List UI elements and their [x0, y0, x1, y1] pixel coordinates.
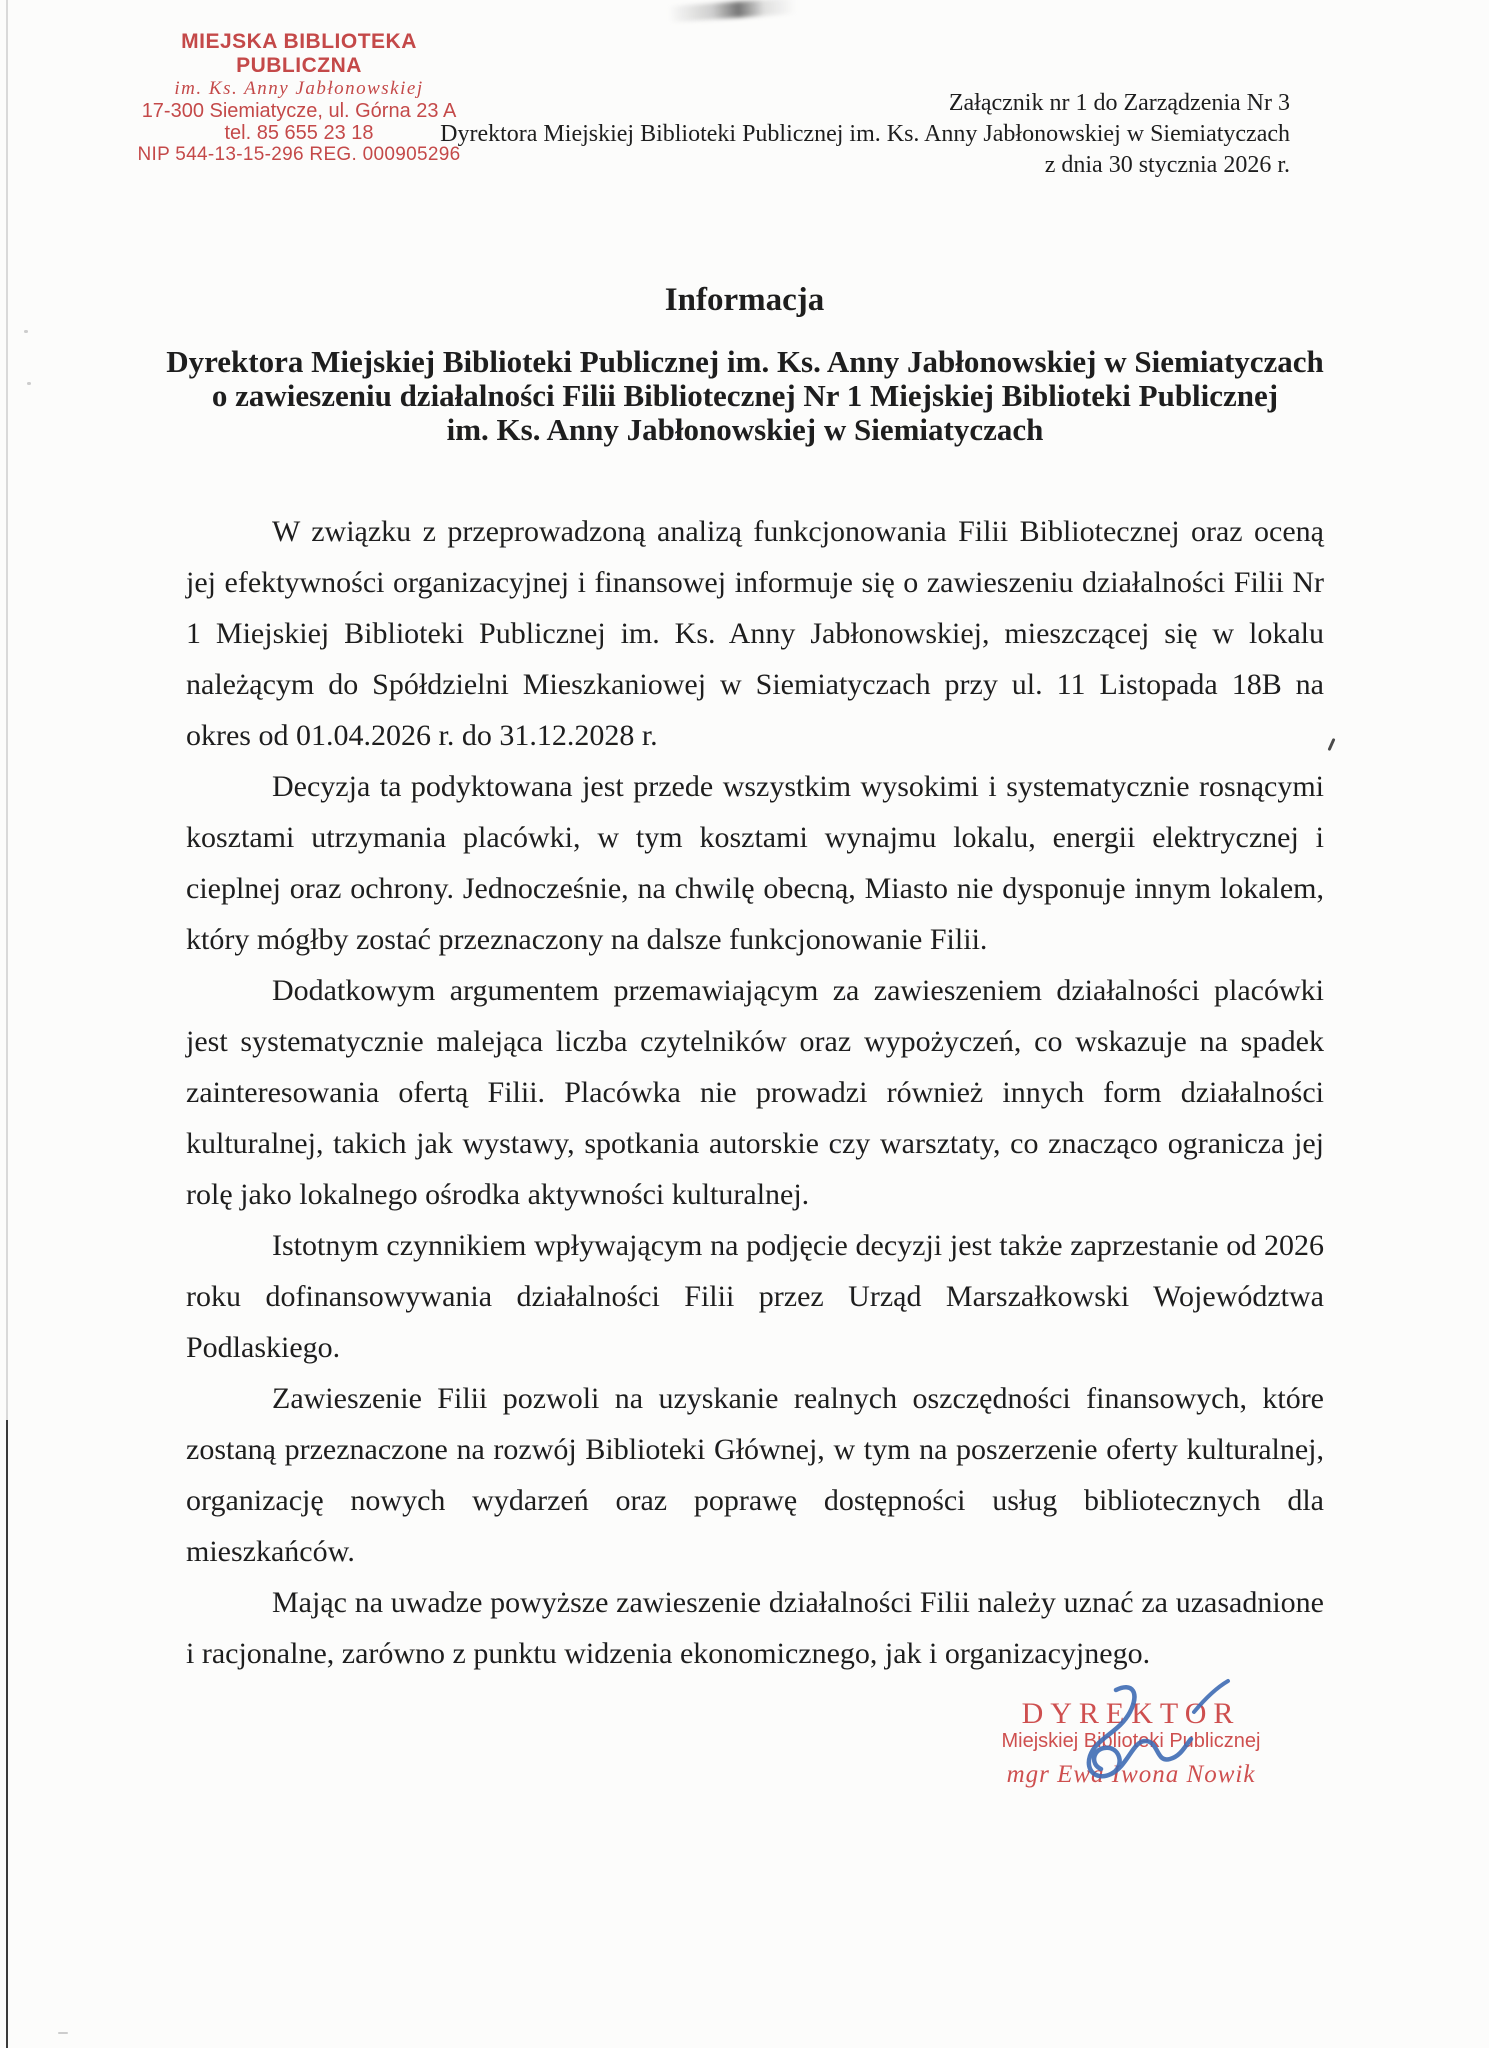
- paragraph-4: Istotnym czynnikiem wpływającym na podjęcie decyzji jest także zaprzestanie od 2026 roku dofinansowywania działalności Filii przez Urząd Marszałkowski Województwa Podlaskiego.: [186, 1229, 1324, 1364]
- scan-speck-artifact: [27, 382, 31, 385]
- attachment-note-line3: z dnia 30 stycznia 2026 r.: [1044, 152, 1290, 178]
- paragraph-1: W związku z przeprowadzoną analizą funkcjonowania Filii Bibliotecznej oraz oceną jej efektywności organizacyjnej i finansowej informuje się o zawieszeniu działalności Filii Nr 1 Miejskiej Biblioteki Publicznej im. Ks. Anny Jabłonowskiej, mieszczącej się w lokalu należącym do Spółdzielni Mieszkaniowej w Siemiatyczach przy ul. 11 Listopada 18B na okres od 01.04.2026 r. do 31.12.2028 r.: [186, 515, 1324, 752]
- document-body: [186, 506, 1324, 1679]
- paragraph-5: Zawieszenie Filii pozwoli na uzyskanie realnych oszczędności finansowych, które zostaną przeznaczone na rozwój Biblioteki Głównej, w tym na poszerzenie oferty kulturalnej, organizację nowych wydarzeń oraz poprawę dostępności usług bibliotecznych dla mieszkańców.: [186, 1382, 1324, 1568]
- paragraph-2: Decyzja ta podyktowana jest przede wszystkim wysokimi i systematycznie rosnącymi kosztami utrzymania placówki, w tym kosztami wynajmu lokalu, energii elektrycznej i cieplnej oraz ochrony. Jednocześnie, na chwilę obecną, Miasto nie dysponuje innym lokalem, który mógłby zostać przeznaczony na dalsze funkcjonowanie Filii.: [186, 770, 1324, 956]
- scan-smudge-artifact: [668, 0, 797, 22]
- scan-edge-line-light: [6, 0, 8, 1420]
- attachment-note-line1: Załącznik nr 1 do Zarządzenia Nr 3: [948, 90, 1290, 116]
- subject-line1: Dyrektora Miejskiej Biblioteki Publicznej im. Ks. Anny Jabłonowskiej w Siemiatyczach: [166, 344, 1324, 379]
- subject-line3: im. Ks. Anny Jabłonowskiej w Siemiatyczach: [446, 412, 1044, 447]
- scan-speck-artifact: [24, 330, 28, 333]
- subject-heading: [100, 345, 1390, 447]
- stamp-ids-line: NIP 544-13-15-296 REG. 000905296: [137, 144, 461, 165]
- paragraph-6: Mając na uwadze powyższe zawieszenie działalności Filii należy uznać za uzasadnione i racjonalne, zarówno z punktu widzenia ekonomicznego, jak i organizacyjnego.: [186, 1586, 1324, 1670]
- library-address-stamp: [116, 30, 482, 166]
- attachment-note: [440, 88, 1290, 181]
- attachment-note-line2: Dyrektora Miejskiej Biblioteki Publicznej im. Ks. Anny Jabłonowskiej w Siemiatyczach: [440, 121, 1290, 147]
- document-title: Informacja: [664, 282, 825, 318]
- scan-edge-line-dark: [6, 1420, 8, 2048]
- handwritten-signature-ink: [1052, 1678, 1248, 1800]
- scan-speck-artifact: [58, 2032, 68, 2034]
- subject-line2: o zawieszeniu działalności Filii Bibliotecznej Nr 1 Miejskiej Biblioteki Publicznej: [211, 378, 1279, 413]
- paragraph-3: Dodatkowym argumentem przemawiającym za zawieszeniem działalności placówki jest systematycznie malejąca liczba czytelników oraz wypożyczeń, co wskazuje na spadek zainteresowania ofertą Filii. Placówka nie prowadzi również innych form działalności kulturalnej, takich jak wystawy, spotkania autorskie czy warsztaty, co znacząco ogranicza jej rolę jako lokalnego ośrodka aktywności kulturalnej.: [186, 974, 1324, 1211]
- stamp-phone-line: tel. 85 655 23 18: [224, 122, 374, 144]
- signature-title: DYREKTOR: [1021, 1697, 1241, 1730]
- signature-org: Miejskiej Biblioteki Publicznej: [1001, 1730, 1261, 1752]
- stamp-address-line: 17-300 Siemiatycze, ul. Górna 23 A: [141, 100, 457, 122]
- scan-tick-artifact: [1327, 738, 1335, 751]
- stamp-library-name: MIEJSKA BIBLIOTEKA PUBLICZNA: [181, 30, 417, 77]
- signature-name: mgr Ewa Iwona Nowik: [1006, 1761, 1256, 1788]
- stamp-patron-line: im. Ks. Anny Jabłonowskiej: [174, 78, 424, 99]
